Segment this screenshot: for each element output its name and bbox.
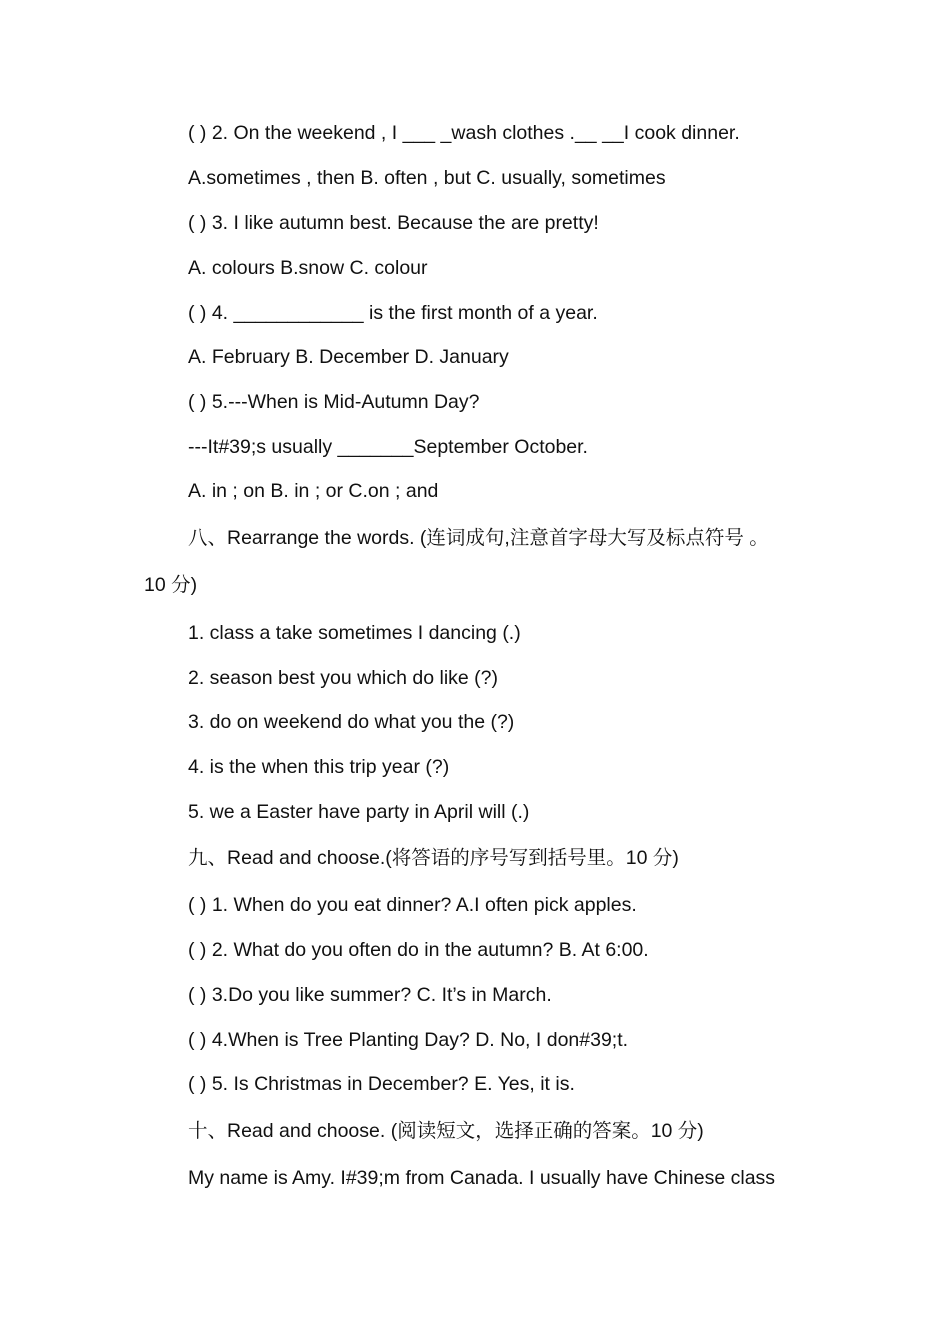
choose-item-2: ( ) 2. What do you often do in the autumn? B. At 6:00.	[188, 939, 649, 961]
rearrange-item-4: 4. is the when this trip year (?)	[188, 756, 450, 778]
rearrange-item-2: 2. season best you which do like (?)	[188, 667, 499, 689]
choose-item-4: ( ) 4.When is Tree Planting Day? D. No, I don#39;t.	[188, 1029, 629, 1051]
section-9-heading: 九、Read and choose.(将答语的序号写到括号里。10 分)	[188, 847, 679, 869]
choose-item-1: ( ) 1. When do you eat dinner? A.I often pick apples.	[188, 894, 637, 916]
section-10-heading: 十、Read and choose. (阅读短文，选择正确的答案。10 分)	[188, 1120, 704, 1142]
reading-passage: My name is Amy. I#39;m from Canada. I usually have Chinese class	[188, 1167, 776, 1189]
question-4-options: A. February B. December D. January	[188, 346, 509, 368]
question-2-options: A.sometimes , then B. often , but C. usually, sometimes	[188, 167, 666, 189]
section-8-heading: 八、Rearrange the words. (连词成句,注意首字母大写及标点符号 。	[188, 527, 769, 549]
question-5-answer: ---It#39;s usually _______September October.	[188, 436, 588, 458]
question-4: ( ) 4. ____________ is the first month of a year.	[188, 302, 598, 324]
question-5-options: A. in ; on B. in ; or C.on ; and	[188, 480, 439, 502]
question-2: ( ) 2. On the weekend , I ___ _wash clothes .__ __I cook dinner.	[188, 122, 740, 144]
question-3-options: A. colours B.snow C. colour	[188, 257, 428, 279]
choose-item-3: ( ) 3.Do you like summer? C. It’s in March.	[188, 984, 552, 1006]
question-3: ( ) 3. I like autumn best. Because the are pretty!	[188, 212, 599, 234]
choose-item-5: ( ) 5. Is Christmas in December? E. Yes, it is.	[188, 1073, 575, 1095]
rearrange-item-1: 1. class a take sometimes I dancing (.)	[188, 622, 521, 644]
question-5: ( ) 5.---When is Mid-Autumn Day?	[188, 391, 480, 413]
rearrange-item-3: 3. do on weekend do what you the (?)	[188, 711, 515, 733]
section-8-heading-cont: 10 分)	[144, 574, 198, 596]
rearrange-item-5: 5. we a Easter have party in April will (.)	[188, 801, 530, 823]
